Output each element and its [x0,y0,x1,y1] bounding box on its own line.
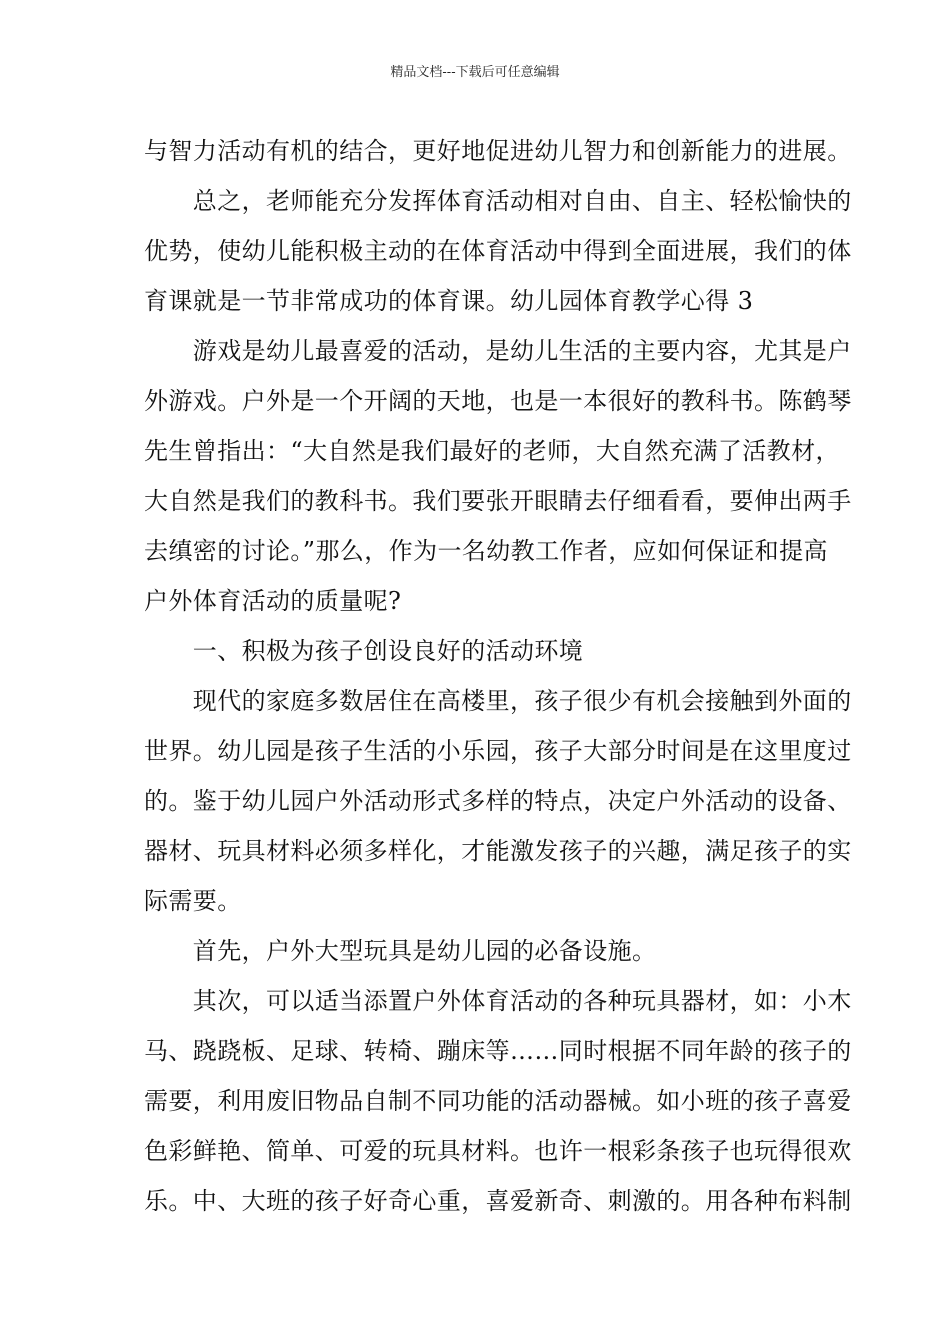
text-line: 现代的家庭多数居住在高楼里，孩子很少有机会接触到外面的 [144,687,852,715]
section-heading: 一、积极为孩子创设良好的活动环境 [144,637,584,665]
text-line: 的。鉴于幼儿园户外活动形式多样的特点，决定户外活动的设备、 [144,787,852,815]
text-line: 首先，户外大型玩具是幼儿园的必备设施。 [144,937,657,965]
text-line: 乐。中、大班的孩子好奇心重，喜爱新奇、刺激的。用各种布料制 [144,1187,852,1215]
text-line: 大自然是我们的教科书。我们要张开眼睛去仔细看看，要伸出两手 [144,487,852,515]
text-line: 去缜密的讨论。”那么，作为一名幼教工作者，应如何保证和提高 [144,537,828,565]
text-line: 育课就是一节非常成功的体育课。幼儿园体育教学心得 3 [144,287,754,315]
text-line: 际需要。 [144,887,242,915]
text-line: 游戏是幼儿最喜爱的活动，是幼儿生活的主要内容，尤其是户 [144,337,852,365]
text-line: 马、跷跷板、足球、转椅、蹦床等……同时根据不同年龄的孩子的 [144,1037,852,1065]
text-line: 世界。幼儿园是孩子生活的小乐园，孩子大部分时间是在这里度过 [144,737,852,765]
text-line: 总之，老师能充分发挥体育活动相对自由、自主、轻松愉快的 [144,187,852,215]
text-line: 与智力活动有机的结合，更好地促进幼儿智力和创新能力的进展。 [144,137,852,165]
text-line: 户外体育活动的质量呢? [144,587,402,615]
text-line: 先生曾指出：“大自然是我们最好的老师，大自然充满了活教材， [144,437,840,465]
text-line: 外游戏。户外是一个开阔的天地，也是一本很好的教科书。陈鹤琴 [144,387,852,415]
text-line: 其次，可以适当添置户外体育活动的各种玩具器材，如：小木 [144,987,852,1015]
text-line: 器材、玩具材料必须多样化，才能激发孩子的兴趣，满足孩子的实 [144,837,852,865]
text-line: 需要，利用废旧物品自制不同功能的活动器械。如小班的孩子喜爱 [144,1087,852,1115]
page-header: 精品文档---下载后可任意编辑 [390,65,560,80]
text-line: 优势，使幼儿能积极主动的在体育活动中得到全面进展，我们的体 [144,237,852,265]
text-line: 色彩鲜艳、简单、可爱的玩具材料。也许一根彩条孩子也玩得很欢 [144,1137,852,1165]
